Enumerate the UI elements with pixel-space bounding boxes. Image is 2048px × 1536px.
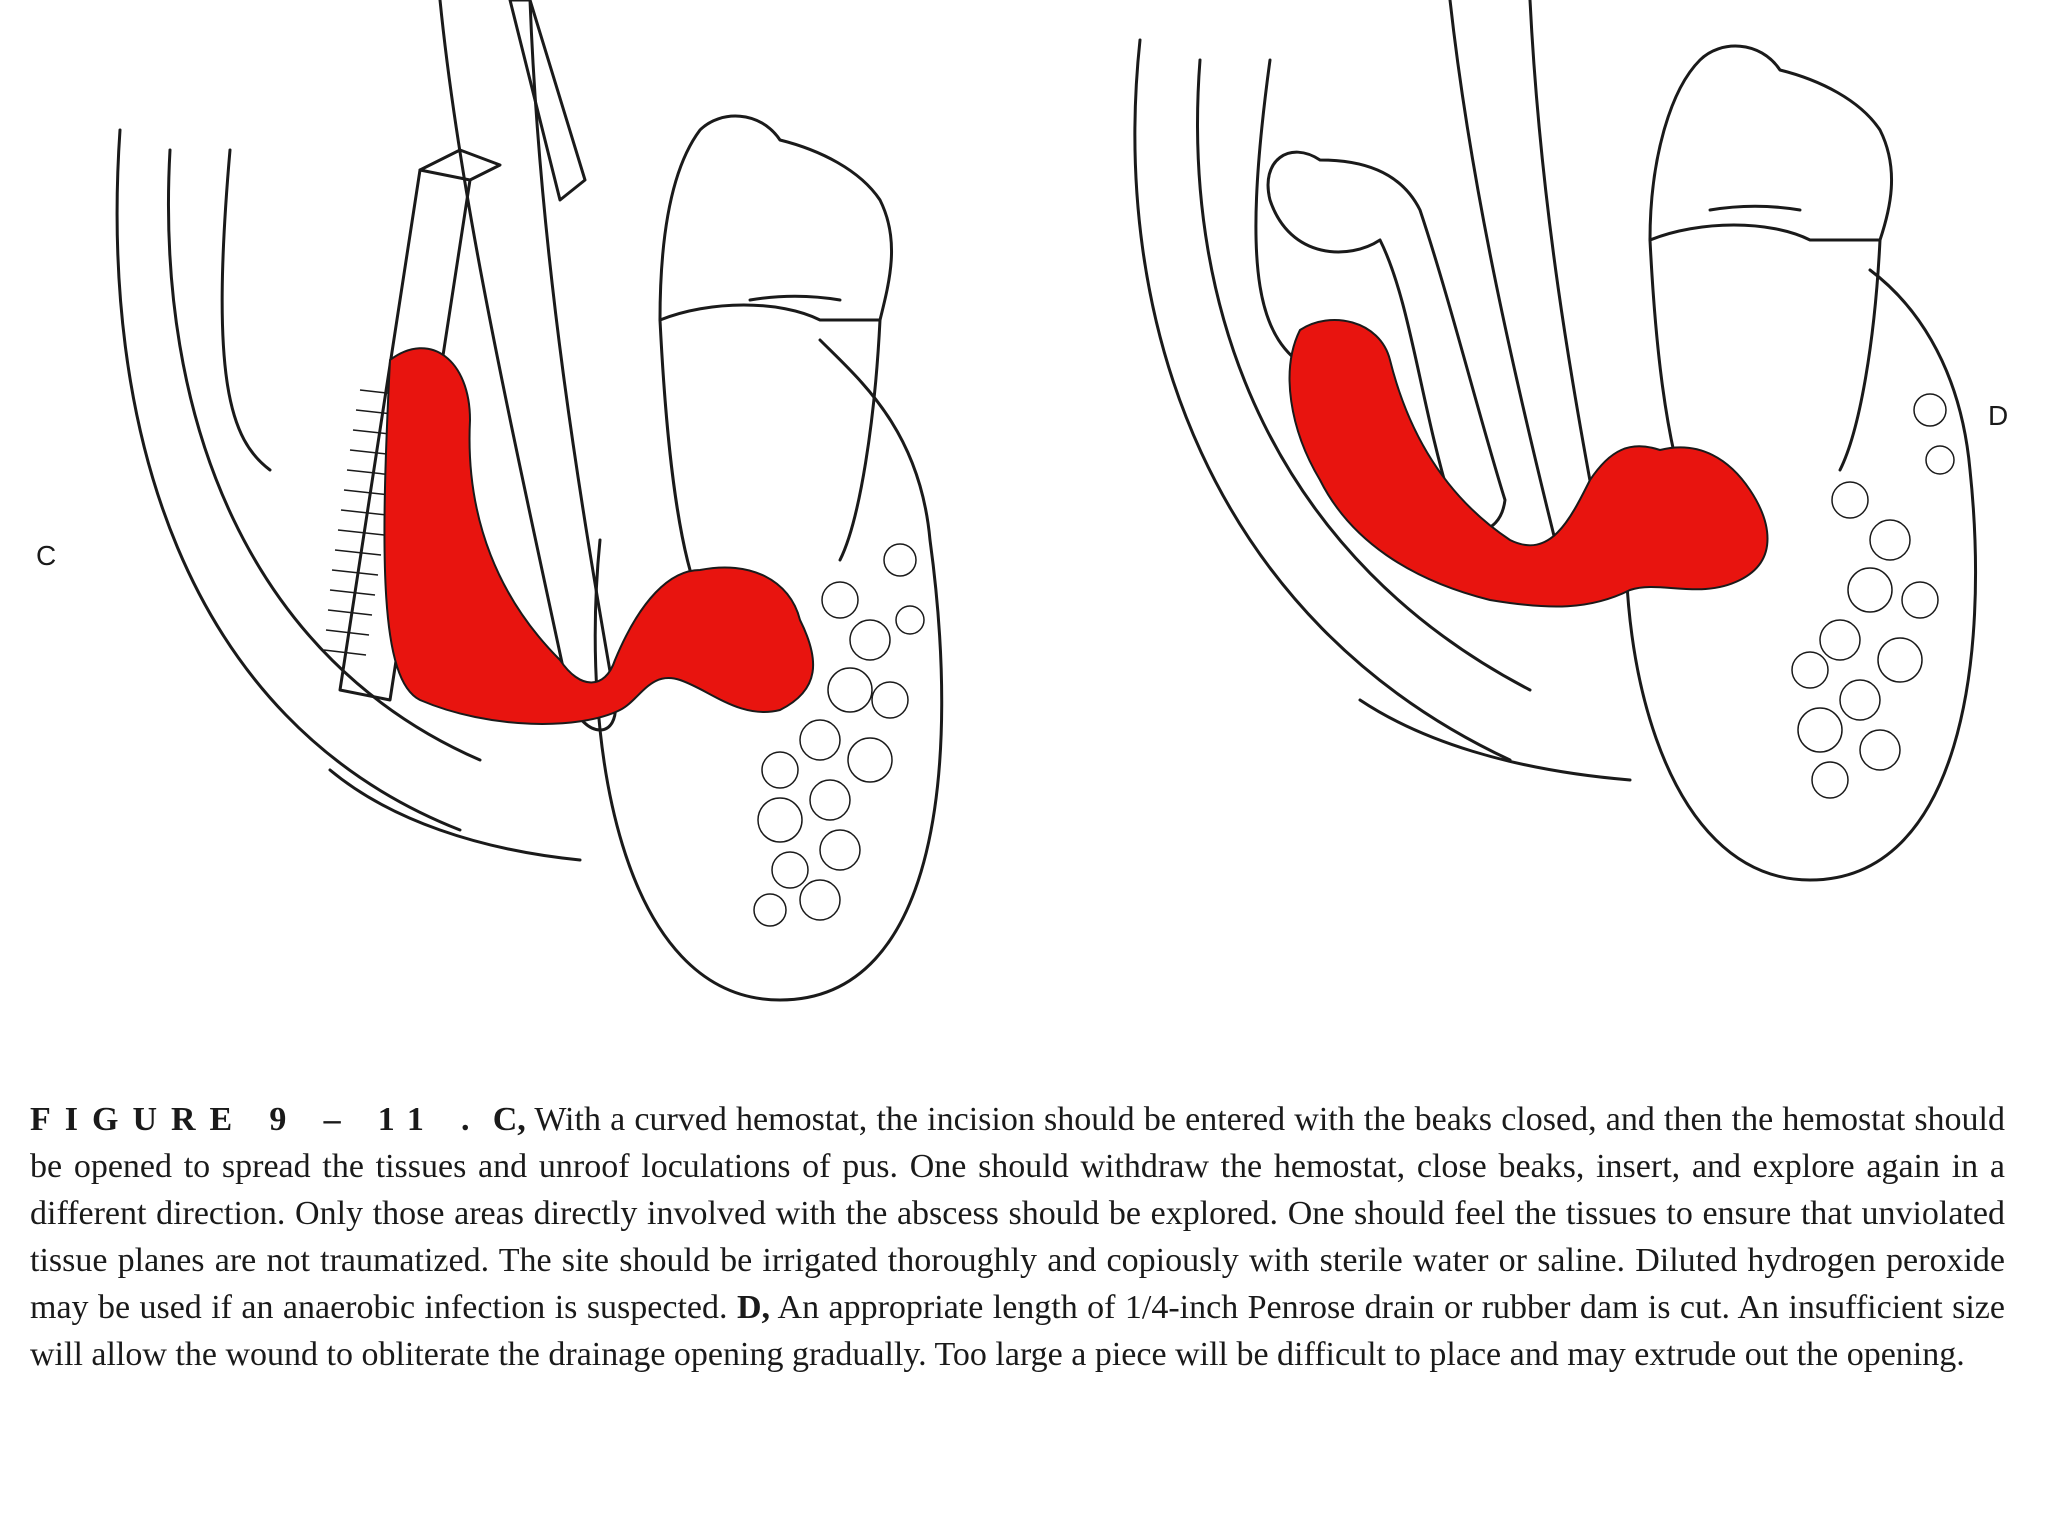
caption-c-text: With a curved hemostat, the incision should be entered with the beaks closed, and then the hemostat should be opened to spread the tissues and unroof loculations of pus. One should withdraw the hemostat, close beaks, insert, and explore again in a different direction. Only those areas directly involved with the abscess should be explored. One should feel the tissues to ensure that unviolated tissue planes are not traumatized. The site should be irrigated thoroughly and copiously with sterile water or saline. Diluted hydrogen peroxide may be used if an anaerobic infection is suspected.	[30, 1101, 2005, 1326]
hemostat-shaft-inner	[510, 0, 585, 200]
caption-c-label: C,	[492, 1101, 526, 1138]
tooth-crown	[1650, 46, 1892, 240]
lower-fold-contour	[1360, 700, 1630, 780]
caption-d-label: D,	[736, 1289, 770, 1326]
tooth-root	[660, 320, 880, 600]
panel-d-drawing	[1090, 0, 2030, 1000]
panel-c-drawing	[60, 0, 1000, 1060]
figure-caption	[30, 1096, 2005, 1378]
vestibule-contour	[222, 150, 270, 470]
panel-d-label: D	[1988, 400, 2009, 431]
panel-c-label: C	[36, 540, 57, 571]
caption-d-text: An appropriate length of 1/4-inch Penrose drain or rubber dam is cut. An insufficient size will allow the wound to obliterate the drainage opening gradually. Too large a piece will be difficult to place and may extrude out the opening.	[30, 1289, 2005, 1373]
tooth-line	[1710, 206, 1800, 210]
tooth-crown	[660, 116, 892, 320]
vestibule-contour	[1256, 60, 1310, 370]
tooth-line	[750, 296, 840, 300]
panel-c-illustration	[60, 0, 1000, 1060]
abscess-region	[384, 348, 813, 724]
bone-trabeculae	[1792, 394, 1954, 798]
figure-number: FIGURE 9 – 11 .	[30, 1101, 484, 1138]
panel-d-illustration	[1090, 0, 2030, 1000]
